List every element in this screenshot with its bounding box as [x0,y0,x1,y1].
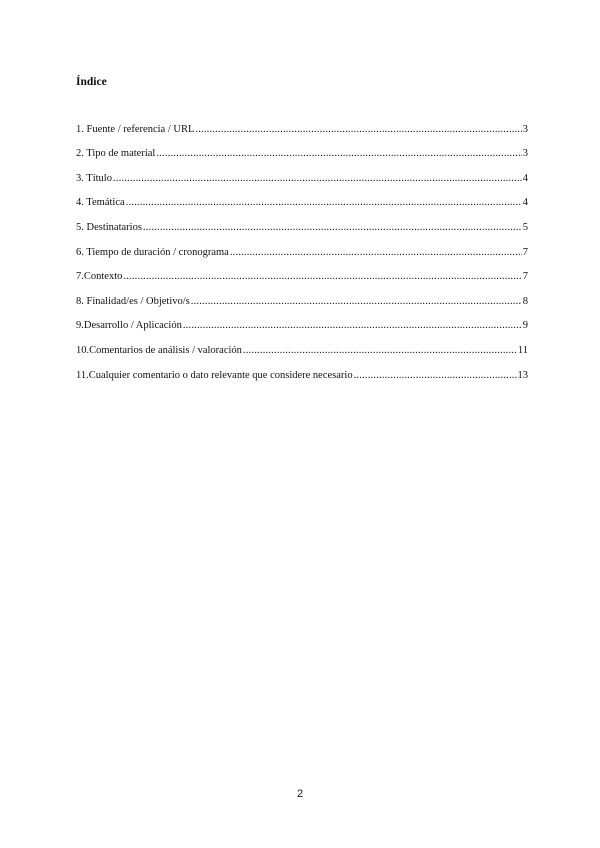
toc-entry-page: 4 [522,197,528,209]
toc-leader-dots [126,196,522,210]
toc-entry-title: 7.Contexto [76,271,123,283]
toc-entry[interactable] [76,186,528,211]
toc-entry-title: 10.Comentarios de análisis / valoración [76,344,242,356]
toc-entry-title: 8. Finalidad/es / Objetivo/s [76,295,190,307]
toc-entry-page: 5 [522,221,528,233]
toc-entry-page: 9 [522,320,528,332]
toc-entry-page: 4 [522,172,528,184]
toc-entry[interactable] [76,235,528,260]
toc-entry-title: 9.Desarrollo / Aplicación [76,320,182,332]
toc-entry-title: 5. Destinatarios [76,221,142,233]
toc-leader-dots [113,172,522,186]
toc-entry[interactable] [76,309,528,334]
toc-entry-page: 7 [522,271,528,283]
page-number: 2 [296,788,304,800]
toc-entry[interactable] [76,333,528,358]
toc-heading: Índice [76,76,107,88]
toc-entry-title: 4. Temática [76,197,125,209]
toc-leader-dots [191,295,522,309]
toc-leader-dots [354,369,517,383]
toc-leader-dots [156,147,521,161]
toc-leader-dots [143,221,522,235]
toc-leader-dots [123,270,521,284]
toc-entry-page: 8 [522,295,528,307]
toc-entry[interactable] [76,260,528,285]
toc-entry[interactable] [76,358,528,383]
toc-leader-dots [183,319,522,333]
table-of-contents [76,112,528,383]
toc-entry-title: 2. Tipo de material [76,148,156,160]
toc-entry-title: 1. Fuente / referencia / URL [76,123,195,135]
toc-entry-page: 7 [522,246,528,258]
toc-leader-dots [243,344,517,358]
toc-entry-title: 11.Cualquier comentario o dato relevante que considere necesario [76,369,353,381]
toc-entry[interactable] [76,161,528,186]
toc-entry-page: 11 [517,344,528,356]
toc-entry[interactable] [76,137,528,162]
toc-entry-page: 3 [522,123,528,135]
toc-entry-page: 3 [522,148,528,160]
toc-entry-title: 3. Título [76,172,112,184]
toc-leader-dots [230,246,522,260]
toc-leader-dots [195,123,521,137]
toc-entry-title: 6. Tiempo de duración / cronograma [76,246,229,258]
toc-entry-page: 13 [517,369,528,381]
toc-entry[interactable] [76,112,528,137]
toc-entry[interactable] [76,210,528,235]
toc-entry[interactable] [76,284,528,309]
